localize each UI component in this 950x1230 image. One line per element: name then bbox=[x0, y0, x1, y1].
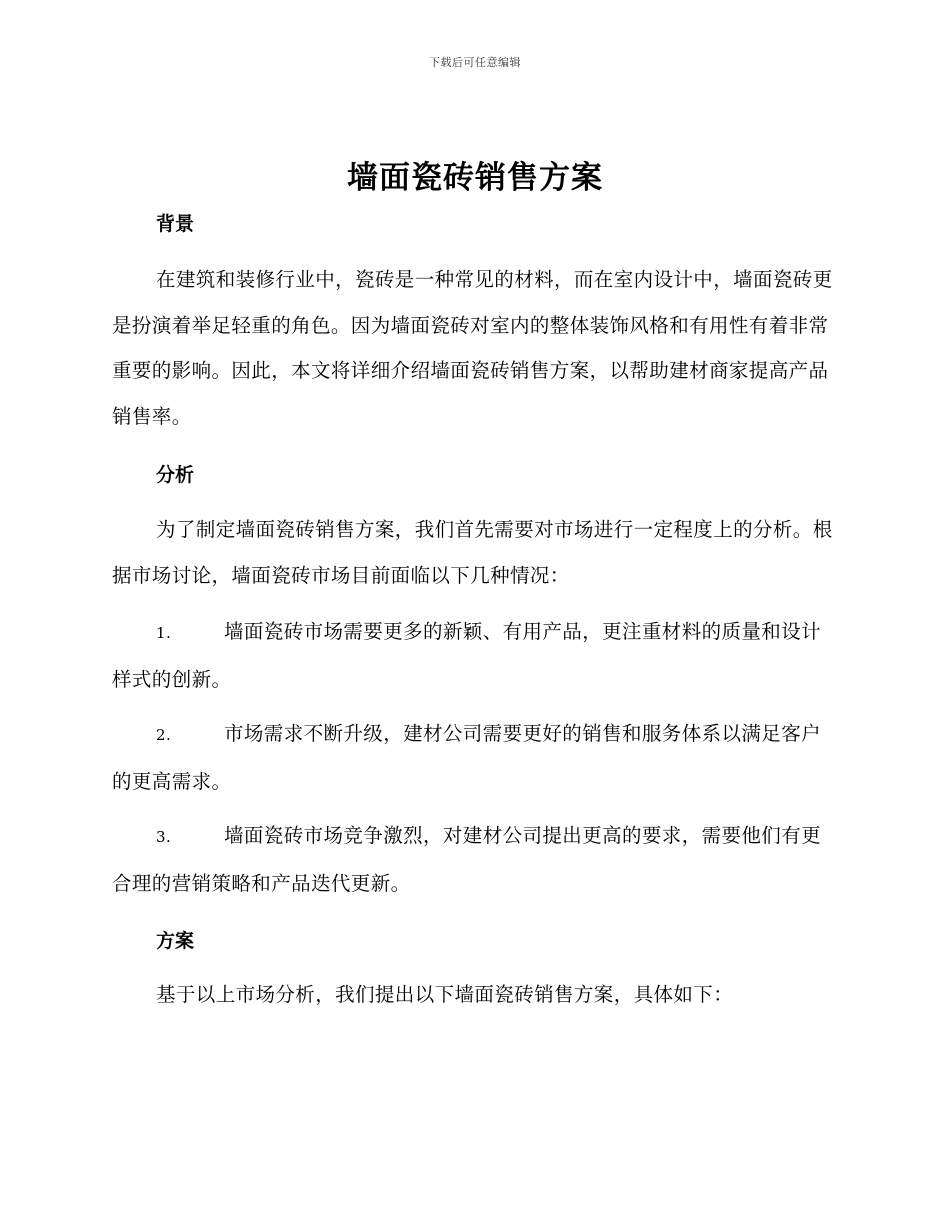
document-title: 墙面瓷砖销售方案 bbox=[347, 160, 603, 196]
section-heading-plan: 方案 bbox=[156, 930, 195, 952]
list-item bbox=[112, 609, 834, 702]
background-paragraph: 在建筑和装修行业中，瓷砖是一种常见的材料，而在室内设计中，墙面瓷砖更是扮演着举足轻重的角色。因为墙面瓷砖对室内的整体装饰风格和有用性有着非常重要的影响。因此，本文将详细介绍墙面瓷砖销售方案，以帮助建材商家提高产品销售率。 bbox=[112, 268, 833, 428]
section-heading-analysis: 分析 bbox=[156, 464, 195, 486]
list-item bbox=[112, 711, 834, 804]
plan-paragraph: 基于以上市场分析，我们提出以下墙面瓷砖销售方案，具体如下： bbox=[156, 983, 734, 1006]
list-item-number: 2. bbox=[156, 726, 172, 744]
analysis-paragraph: 为了制定墙面瓷砖销售方案，我们首先需要对市场进行一定程度上的分析。根据市场讨论，墙面瓷砖市场目前面临以下几种情况： bbox=[112, 518, 833, 587]
list-item bbox=[112, 813, 834, 906]
list-item-text: 墙面瓷砖市场竞争激烈，对建材公司提出更高的要求，需要他们有更合理的营销策略和产品迭代更新。 bbox=[112, 824, 822, 895]
section-heading-background: 背景 bbox=[156, 213, 195, 235]
list-item-text: 市场需求不断升级，建材公司需要更好的销售和服务体系以满足客户的更高需求。 bbox=[112, 722, 822, 793]
header-note: 下载后可任意编辑 bbox=[429, 56, 521, 69]
list-item-text: 墙面瓷砖市场需要更多的新颖、有用产品，更注重材料的质量和设计样式的创新。 bbox=[112, 620, 822, 691]
list-item-number: 1. bbox=[156, 624, 172, 642]
list-item-number: 3. bbox=[156, 828, 172, 846]
